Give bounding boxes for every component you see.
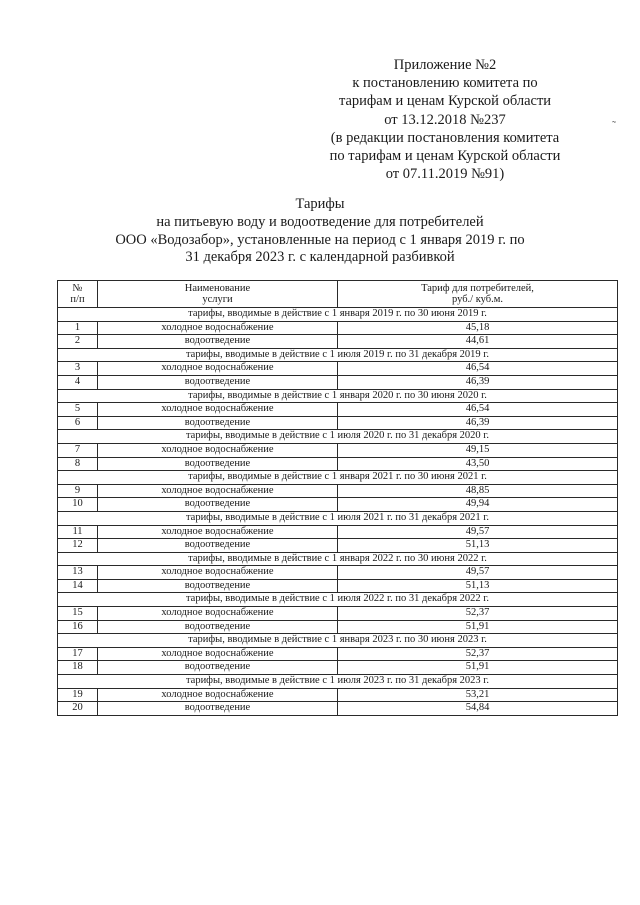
service-name: водоотведение [98, 457, 338, 471]
tariff-value: 43,50 [338, 457, 618, 471]
table-row [58, 647, 618, 661]
tariff-value: 53,21 [338, 688, 618, 702]
row-number: 20 [58, 702, 98, 716]
row-number: 7 [58, 443, 98, 457]
tariff-value: 49,94 [338, 498, 618, 512]
tariff-value: 46,39 [338, 375, 618, 389]
period-label: тарифы, вводимые в действие с 1 июля 2021 г. по 31 декабря 2021 г. [58, 511, 618, 525]
tariff-value: 46,39 [338, 416, 618, 430]
tariff-value: 51,13 [338, 579, 618, 593]
document-title [70, 196, 570, 267]
scan-mark: ˜ [612, 118, 616, 132]
table-row [58, 579, 618, 593]
service-name: холодное водоснабжение [98, 362, 338, 376]
row-number: 12 [58, 539, 98, 553]
table-row [58, 525, 618, 539]
period-label: тарифы, вводимые в действие с 1 января 2023 г. по 30 июня 2023 г. [58, 634, 618, 648]
appendix-line: по тарифам и ценам Курской области [329, 148, 561, 165]
row-number: 9 [58, 484, 98, 498]
period-label: тарифы, вводимые в действие с 1 июля 2022 г. по 31 декабря 2022 г. [58, 593, 618, 607]
table-row [58, 498, 618, 512]
table-row [58, 362, 618, 376]
service-name: водоотведение [98, 375, 338, 389]
period-label: тарифы, вводимые в действие с 1 января 2021 г. по 30 июня 2021 г. [58, 471, 618, 485]
period-label: тарифы, вводимые в действие с 1 июля 2023 г. по 31 декабря 2023 г. [58, 675, 618, 689]
period-row [58, 308, 618, 322]
table-header-row [58, 281, 618, 308]
tariff-value: 44,61 [338, 335, 618, 349]
appendix-line: тарифам и ценам Курской области [338, 93, 552, 110]
table-row [58, 335, 618, 349]
service-name: водоотведение [98, 661, 338, 675]
row-number: 10 [58, 498, 98, 512]
table-row [58, 702, 618, 716]
row-number: 1 [58, 321, 98, 335]
appendix-line: от 07.11.2019 №91) [385, 166, 505, 183]
tariff-value: 54,84 [338, 702, 618, 716]
service-name: водоотведение [98, 579, 338, 593]
header-num: № п/п [58, 281, 98, 308]
tariff-value: 51,91 [338, 661, 618, 675]
table-row [58, 484, 618, 498]
tariff-value: 49,57 [338, 525, 618, 539]
service-name: водоотведение [98, 702, 338, 716]
row-number: 6 [58, 416, 98, 430]
service-name: водоотведение [98, 498, 338, 512]
row-number: 5 [58, 403, 98, 417]
service-name: холодное водоснабжение [98, 525, 338, 539]
period-label: тарифы, вводимые в действие с 1 января 2022 г. по 30 июня 2022 г. [58, 552, 618, 566]
service-name: водоотведение [98, 620, 338, 634]
tariff-value: 51,13 [338, 539, 618, 553]
period-row [58, 552, 618, 566]
header-name: Наименование услуги [98, 281, 338, 308]
service-name: холодное водоснабжение [98, 688, 338, 702]
tariff-value: 51,91 [338, 620, 618, 634]
service-name: холодное водоснабжение [98, 321, 338, 335]
period-label: тарифы, вводимые в действие с 1 июля 2019 г. по 31 декабря 2019 г. [58, 348, 618, 362]
row-number: 18 [58, 661, 98, 675]
title-line: Тарифы [295, 196, 345, 212]
table-row [58, 620, 618, 634]
table-row [58, 539, 618, 553]
tariff-table-body [58, 308, 618, 716]
tariff-value: 46,54 [338, 362, 618, 376]
period-row [58, 430, 618, 444]
service-name: водоотведение [98, 416, 338, 430]
period-row [58, 675, 618, 689]
period-row [58, 511, 618, 525]
row-number: 16 [58, 620, 98, 634]
table-row [58, 457, 618, 471]
tariff-value: 46,54 [338, 403, 618, 417]
table-row [58, 443, 618, 457]
row-number: 11 [58, 525, 98, 539]
service-name: холодное водоснабжение [98, 443, 338, 457]
tariff-value: 49,15 [338, 443, 618, 457]
title-line: 31 декабря 2023 г. с календарной разбивкой [185, 249, 455, 266]
service-name: холодное водоснабжение [98, 647, 338, 661]
appendix-heading [300, 56, 590, 183]
service-name: водоотведение [98, 539, 338, 553]
appendix-line: к постановлению комитета по [352, 75, 538, 92]
row-number: 4 [58, 375, 98, 389]
tariff-table [57, 280, 618, 716]
title-line: ООО «Водозабор», установленные на период с 1 января 2019 г. по [115, 231, 525, 248]
service-name: холодное водоснабжение [98, 566, 338, 580]
table-row [58, 566, 618, 580]
service-name: холодное водоснабжение [98, 403, 338, 417]
tariff-value: 49,57 [338, 566, 618, 580]
row-number: 13 [58, 566, 98, 580]
service-name: холодное водоснабжение [98, 607, 338, 621]
tariff-value: 52,37 [338, 647, 618, 661]
period-row [58, 389, 618, 403]
table-row [58, 321, 618, 335]
tariff-value: 48,85 [338, 484, 618, 498]
table-row [58, 661, 618, 675]
row-number: 2 [58, 335, 98, 349]
period-label: тарифы, вводимые в действие с 1 января 2019 г. по 30 июня 2019 г. [58, 308, 618, 322]
service-name: водоотведение [98, 335, 338, 349]
title-line: на питьевую воду и водоотведение для потребителей [156, 213, 484, 230]
header-tariff: Тариф для потребителей, руб./ куб.м. [338, 281, 618, 308]
service-name: холодное водоснабжение [98, 484, 338, 498]
row-number: 8 [58, 457, 98, 471]
row-number: 14 [58, 579, 98, 593]
tariff-value: 45,18 [338, 321, 618, 335]
table-row [58, 416, 618, 430]
period-row [58, 634, 618, 648]
period-row [58, 471, 618, 485]
appendix-line: Приложение №2 [393, 57, 497, 73]
table-row [58, 607, 618, 621]
period-row [58, 348, 618, 362]
appendix-line: от 13.12.2018 №237 [384, 111, 506, 128]
appendix-line: (в редакции постановления комитета [330, 129, 560, 146]
row-number: 15 [58, 607, 98, 621]
row-number: 17 [58, 647, 98, 661]
table-row [58, 375, 618, 389]
period-label: тарифы, вводимые в действие с 1 января 2020 г. по 30 июня 2020 г. [58, 389, 618, 403]
row-number: 19 [58, 688, 98, 702]
tariff-value: 52,37 [338, 607, 618, 621]
table-row [58, 403, 618, 417]
row-number: 3 [58, 362, 98, 376]
period-label: тарифы, вводимые в действие с 1 июля 2020 г. по 31 декабря 2020 г. [58, 430, 618, 444]
period-row [58, 593, 618, 607]
table-row [58, 688, 618, 702]
